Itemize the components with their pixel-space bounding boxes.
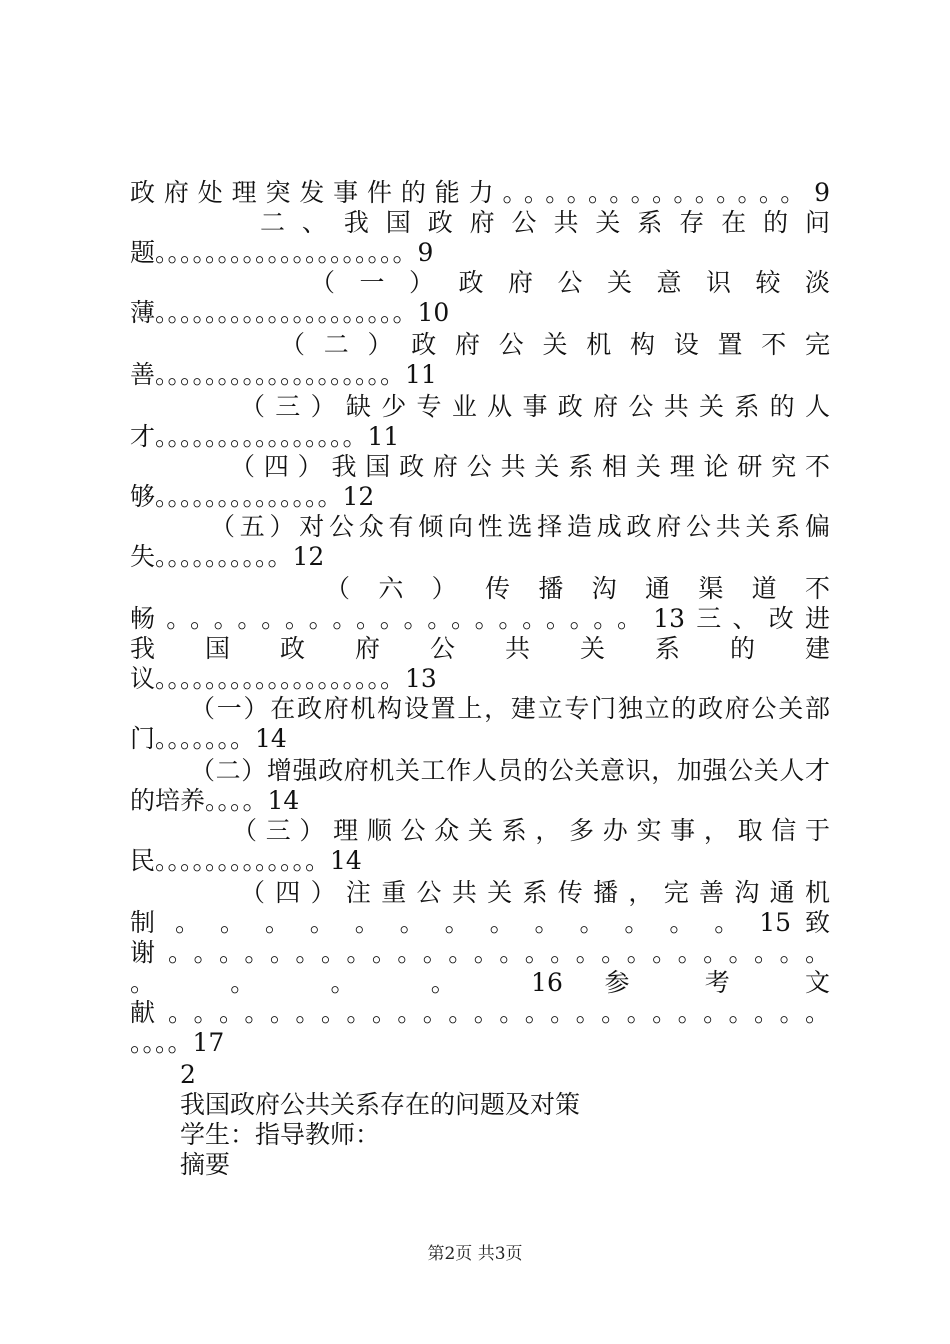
toc-line: 善。。。。。。。。。。。。。。。。。。。11: [130, 360, 437, 389]
toc-line: （三）缺少专业从事政府公共关系的人: [240, 392, 830, 421]
toc-line: 的培养。。。。14: [130, 786, 300, 815]
toc-line: 。。。。17: [130, 1028, 225, 1057]
toc-line: 够。。。。。。。。。。。。。。12: [130, 482, 375, 511]
toc-line: （ 六 ） 传 播 沟 通 渠 道 不: [325, 574, 830, 603]
toc-line: 薄。。。。。。。。。。。。。。。。。。。。10: [130, 298, 450, 327]
toc-line: 政府处理突发事件的能力。。。。。。。。。。。。。。9: [130, 178, 830, 207]
toc-line: 门。。。。。。。14: [130, 724, 287, 753]
toc-line: 制 。 。 。 。 。 。 。 。 。 。 。 。 。 15 致: [130, 908, 830, 937]
toc-line: 民。。。。。。。。。。。。。14: [130, 846, 362, 875]
toc-line: 题。。。。。。。。。。。。。。。。。。。。9: [130, 238, 434, 267]
toc-line: （三）理顺公众关系，多办实事，取信于: [232, 816, 830, 845]
toc-line: 献。。。。。。。。。。。。。。。。。。。。。。。。。。: [130, 998, 830, 1027]
author-line: 学生：指导教师：: [180, 1120, 381, 1149]
toc-line: （ 一 ） 政 府 公 关 意 识 较 淡: [310, 268, 830, 297]
toc-line: 失。。。。。。。。。。12: [130, 542, 325, 571]
toc-line: （一）在政府机构设置上，建立专门独立的政府公关部: [190, 694, 830, 723]
toc-line: 议。。。。。。。。。。。。。。。。。。。13: [130, 664, 437, 693]
toc-line: （二）增强政府机关工作人员的公关意识，加强公关人才: [190, 756, 830, 785]
toc-line: 我 国 政 府 公 共 关 系 的 建: [130, 634, 830, 663]
toc-line: （ 二 ） 政 府 公 关 机 构 设 置 不 完: [280, 330, 830, 359]
toc-line: 二 、 我 国 政 府 公 共 关 系 存 在 的 问: [260, 208, 830, 237]
paper-title: 我国政府公共关系存在的问题及对策: [180, 1090, 581, 1119]
toc-line: （四）我国政府公共关系相关理论研究不: [230, 452, 830, 481]
toc-line: （五）对公众有倾向性选择造成政府公共关系偏: [210, 512, 830, 541]
toc-line: 。 。 。 。 16 参 考 文: [130, 968, 830, 997]
toc-line: 畅。。。。。。。。。。。。。。。。。。。。13三、改进: [130, 604, 830, 633]
page-footer: 第2页 共3页: [427, 1244, 523, 1264]
toc-line: （四）注重公共关系传播，完善沟通机: [240, 878, 830, 907]
toc-line: 谢。。。。。。。。。。。。。。。。。。。。。。。。。。: [130, 938, 830, 967]
toc-line: 才。。。。。。。。。。。。。。。。11: [130, 422, 400, 451]
abstract-heading: 摘要: [180, 1150, 231, 1179]
page-number-text: 2: [180, 1060, 196, 1089]
